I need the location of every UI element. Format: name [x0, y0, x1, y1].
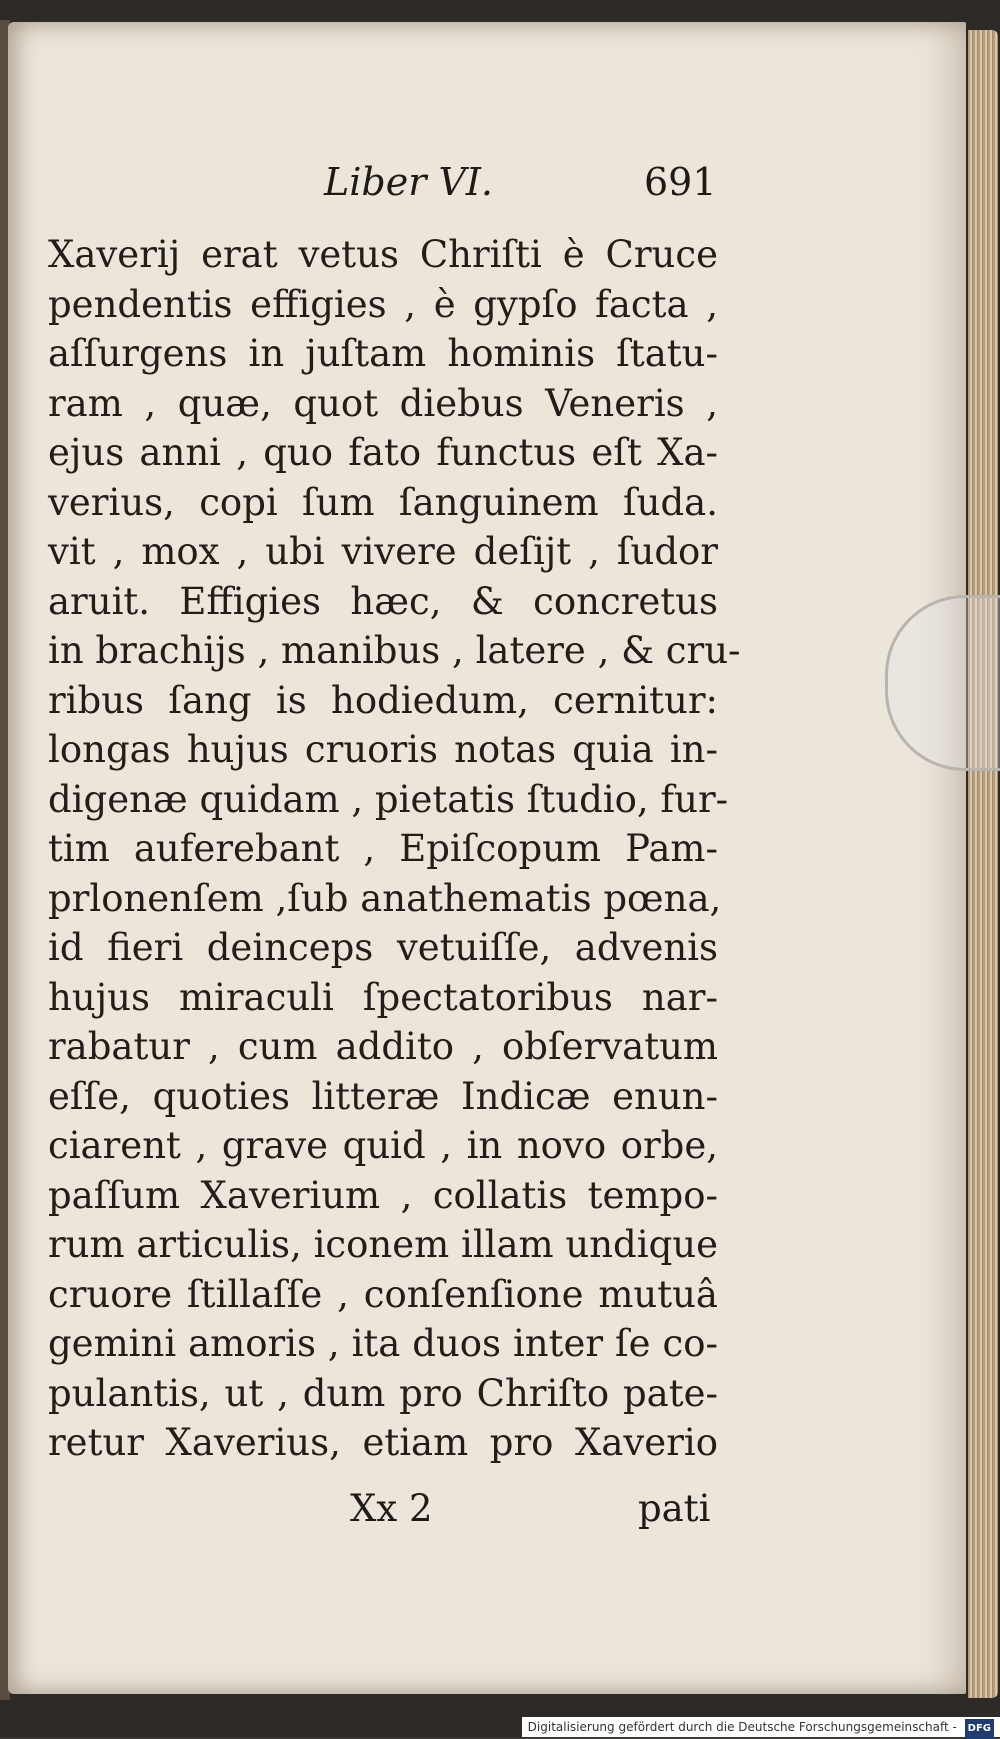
text-line: paſſum Xaverium , collatis tempo-	[48, 1173, 718, 1217]
text-line: pendentis effigies , è gypſo facta ,	[48, 282, 718, 326]
text-line: id fieri deinceps vetuiſſe, advenis	[48, 926, 718, 969]
text-line: aruit. Effigies hæc, & concretus	[48, 579, 718, 623]
text-line: eſſe, quoties litteræ Indicæ enun-	[48, 1074, 718, 1118]
text-line: prlonenſem ,ſub anathematis pœna,	[48, 876, 722, 920]
running-title: Liber VI.	[324, 160, 493, 204]
credit-text: Digitalisierung gefördert durch die Deutsche Forschungsgemeinschaft -	[527, 1720, 957, 1734]
text-line: ribus ſang is hodiedum, cernitur:	[48, 678, 718, 722]
text-line: rum articulis, iconem illam undique	[48, 1223, 718, 1266]
page-number: 691	[644, 160, 717, 204]
page-footer	[48, 1487, 718, 1547]
book-page	[8, 22, 966, 1694]
text-line: tim auferebant , Epiſcopum Pam-	[48, 827, 718, 870]
text-line: gemini amoris , ita duos inter ſe co-	[48, 1322, 718, 1365]
text-line: Xaverij erat vetus Chriſti è Cruce	[48, 233, 718, 276]
digitization-credit	[522, 1717, 1000, 1737]
text-line: hujus miraculi ſpectatoribus nar-	[48, 975, 718, 1019]
dfg-logo: DFG	[965, 1719, 994, 1739]
text-line: cruore ſtillaſſe , conſenſione mutuâ	[48, 1272, 718, 1316]
text-line: rabatur , cum addito , obſervatum	[48, 1025, 718, 1068]
text-block	[48, 230, 741, 1468]
catchword: pati	[638, 1487, 711, 1530]
page-edges	[968, 30, 998, 1698]
text-line: verius, copi ſum ſanguinem ſuda.	[48, 480, 718, 524]
text-line: vit , mox , ubi vivere deſijt , ſudor	[48, 530, 718, 573]
text-line: ejus anni , quo fato functus eſt Xa-	[48, 431, 718, 474]
text-line: pulantis, ut , dum pro Chriſto pate-	[48, 1371, 718, 1415]
text-line: aſſurgens in juſtam hominis ſtatu-	[48, 332, 718, 375]
text-line: ram , quæ, quot diebus Veneris ,	[48, 381, 718, 425]
signature-mark: Xx 2	[350, 1487, 433, 1530]
text-line: in brachijs , manibus , latere , & cru-	[48, 629, 741, 672]
text-line: retur Xaverius, etiam pro Xaverio	[48, 1421, 718, 1464]
text-line: digenæ quidam , pietatis ſtudio, fur-	[48, 777, 729, 821]
text-line: ciarent , grave quid , in novo orbe,	[48, 1124, 718, 1167]
running-header	[48, 160, 718, 220]
text-line: longas hujus cruoris notas quia in-	[48, 728, 718, 771]
